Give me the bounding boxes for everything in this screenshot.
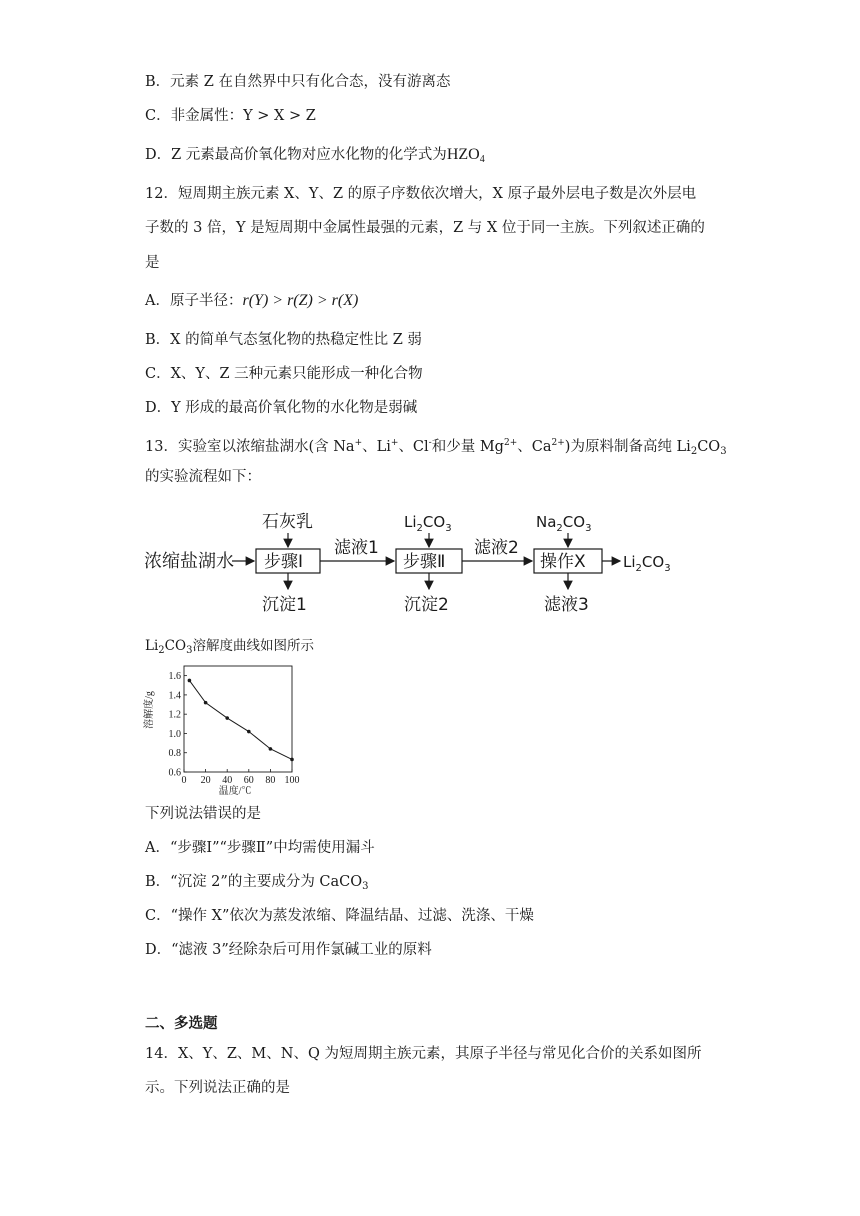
x-tick-label: 100	[284, 775, 300, 786]
step1-label: 步骤Ⅰ	[264, 552, 304, 572]
x-tick-label: 20	[200, 775, 211, 786]
question-12-line3: 是	[145, 255, 160, 271]
precipitate1-label: 沉淀1	[262, 595, 307, 615]
option-a-q12	[145, 291, 358, 311]
solubility-line	[189, 680, 292, 759]
option-b-q12: B．X 的简单气态氢化物的热稳定性比 Z 弱	[145, 332, 422, 348]
product-label: $Li_2CO_3$	[623, 553, 671, 574]
chart-axes	[184, 666, 292, 772]
option-a-q12-label: A．原子半径：	[145, 293, 243, 309]
data-point	[269, 747, 273, 751]
solubility-curve-caption: $Li_2CO_3$溶解度曲线如图所示	[145, 638, 314, 656]
solubility-chart	[140, 660, 310, 800]
step2-label: 步骤Ⅱ	[403, 552, 446, 572]
precipitate2-label: 沉淀2	[404, 595, 449, 615]
filtrate2-label: 滤液2	[474, 538, 519, 558]
chart-frame	[184, 666, 292, 772]
question-13-line1: 13．实验室以浓缩盐湖水(含 Na+、Li+、Cl-和少量 $Mg^{2+}$、$Ca^{2+}$)为原料制备高纯 $Li_2CO_3$	[145, 438, 727, 457]
formula-hzo4: $HZO_4$	[446, 146, 485, 165]
chart-series	[188, 679, 294, 762]
step3-input-label: $Na_2CO_3$	[536, 513, 592, 534]
step2-input-label: $Li_2CO_3$	[404, 513, 452, 534]
flow-start-label: 浓缩盐湖水	[144, 551, 234, 572]
x-tick-label: 40	[222, 775, 233, 786]
data-point	[247, 730, 251, 734]
y-tick-label: 1.4	[168, 690, 181, 702]
option-d-q11	[145, 145, 485, 170]
option-b-q13: B．“沉淀 2”的主要成分为 CaCO$_3$	[145, 874, 369, 892]
question-12-line2: 子数的 3 倍，Y 是短周期中金属性最强的元素，Z 与 X 位于同一主族。下列叙述正确的	[145, 220, 705, 236]
chart-y-axis-label: 溶解度/g	[144, 691, 155, 729]
question-12-line1: 12．短周期主族元素 X、Y、Z 的原子序数依次增大，X 原子最外层电子数是次外层电	[145, 186, 697, 202]
y-tick-label: 1.0	[168, 728, 181, 740]
y-tick-label: 1.6	[168, 671, 181, 683]
y-tick-label: 0.6	[168, 767, 181, 779]
question-14-line2: 示。下列说法正确的是	[145, 1080, 290, 1096]
data-point	[225, 716, 229, 720]
step1-input-label: 石灰乳	[262, 512, 313, 532]
process-flow-diagram	[140, 505, 700, 620]
chart-x-axis-label: 温度/℃	[218, 786, 252, 797]
data-point	[204, 701, 208, 705]
x-tick-label: 0	[181, 775, 187, 786]
option-d-q12: D．Y 形成的最高价氧化物的水化物是弱碱	[145, 400, 418, 416]
filtrate1-label: 滤液1	[334, 538, 379, 558]
option-c-q12: C．X、Y、Z 三种元素只能形成一种化合物	[145, 366, 423, 382]
step3-label: 操作X	[540, 552, 586, 572]
option-d-q13: D．“滤液 3”经除杂后可用作氯碱工业的原料	[145, 942, 432, 958]
y-tick-label: 1.2	[168, 709, 181, 721]
option-c-q11: C．非金属性：Y > X > Z	[145, 108, 316, 124]
y-tick-label: 0.8	[168, 748, 181, 760]
filtrate3-label: 滤液3	[544, 595, 589, 615]
x-tick-label: 80	[265, 775, 276, 786]
question-14-line1: 14．X、Y、Z、M、N、Q 为短周期主族元素，其原子半径与常见化合价的关系如图所	[145, 1046, 702, 1062]
radius-inequality: r(Y) > r(Z) > r(X)	[242, 292, 359, 309]
option-a-q13: A．“步骤Ⅰ”“步骤Ⅱ”中均需使用漏斗	[145, 840, 375, 856]
chart-ticks	[169, 671, 300, 786]
option-d-q11-text: D．Z 元素最高价氧化物对应水化物的化学式为	[145, 147, 447, 163]
option-c-q13: C．“操作 X”依次为蒸发浓缩、降温结晶、过滤、洗涤、干燥	[145, 908, 534, 924]
option-b-q11: B．元素 Z 在自然界中只有化合态，没有游离态	[145, 74, 451, 90]
x-tick-label: 60	[243, 775, 254, 786]
data-point	[188, 679, 192, 683]
data-point	[290, 758, 294, 762]
question-13-line2: 的实验流程如下：	[145, 469, 261, 485]
question-13-ask: 下列说法错误的是	[145, 806, 261, 822]
section-heading-multiple-choice: 二、多选题	[145, 1015, 218, 1032]
